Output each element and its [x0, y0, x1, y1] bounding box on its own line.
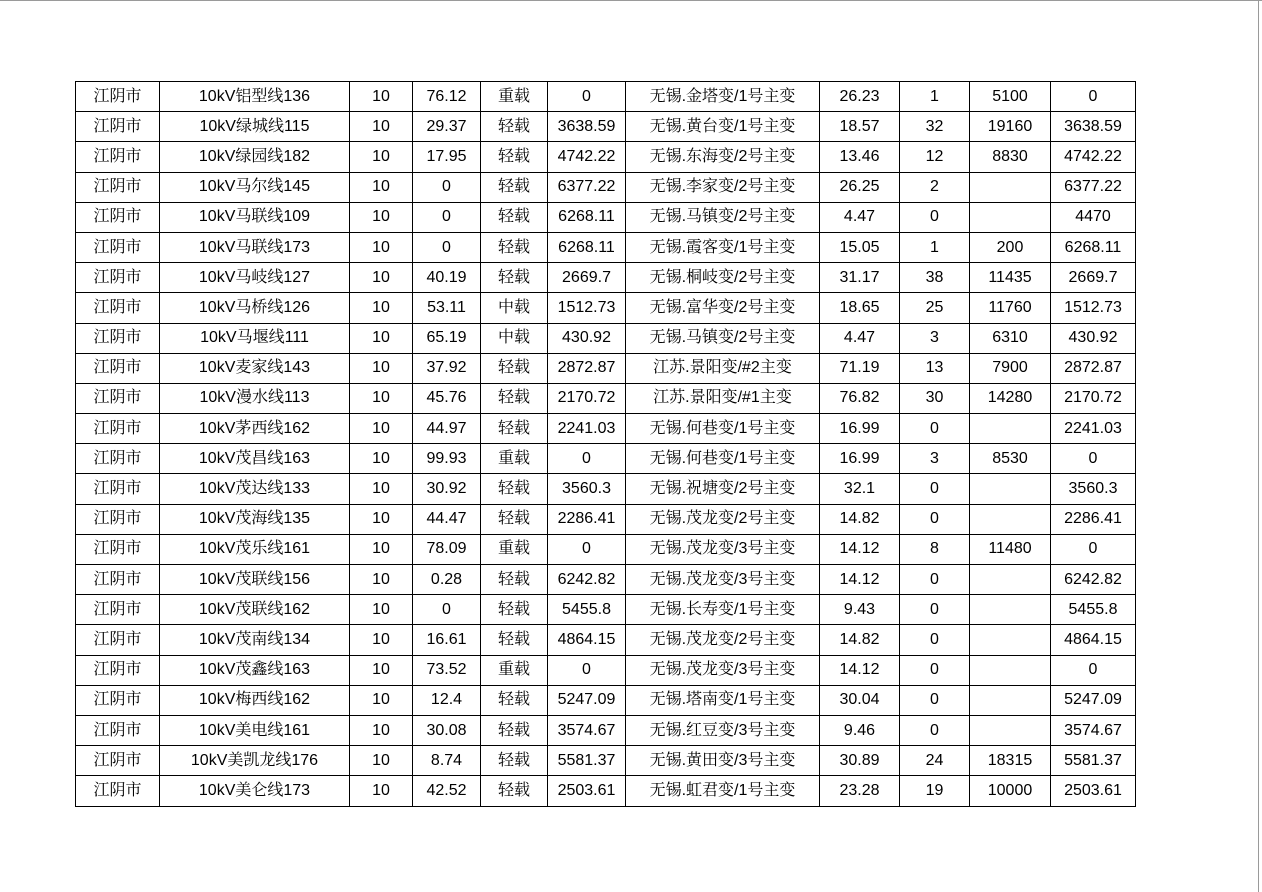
city-cell: 江阴市	[76, 202, 160, 232]
capacity-cell	[970, 565, 1051, 595]
available-capacity-cell: 6242.82	[1051, 565, 1136, 595]
load-rate-cell: 45.76	[413, 383, 481, 413]
main-transformer-cell: 无锡.何巷变/1号主变	[626, 444, 820, 474]
count-cell: 0	[900, 565, 970, 595]
voltage-level-cell: 10	[350, 595, 413, 625]
load-status-cell: 轻载	[481, 383, 548, 413]
load-rate-cell: 44.97	[413, 414, 481, 444]
capacity-cell: 11480	[970, 534, 1051, 564]
table-row	[76, 625, 1136, 655]
capacity-cell: 19160	[970, 112, 1051, 142]
main-transformer-cell: 无锡.黄台变/1号主变	[626, 112, 820, 142]
table-row	[76, 142, 1136, 172]
load-status-cell: 重载	[481, 444, 548, 474]
main-transformer-cell: 江苏.景阳变/#1主变	[626, 383, 820, 413]
feeder-load-table	[75, 81, 1136, 807]
feeder-name-cell: 10kV茂鑫线163	[160, 655, 350, 685]
feeder-name-cell: 10kV美凯龙线176	[160, 746, 350, 776]
load-status-cell: 轻载	[481, 414, 548, 444]
available-capacity-cell: 4470	[1051, 202, 1136, 232]
voltage-level-cell: 10	[350, 293, 413, 323]
feeder-name-cell: 10kV马联线173	[160, 232, 350, 262]
load-status-cell: 轻载	[481, 776, 548, 806]
transformer-load-rate-cell: 76.82	[820, 383, 900, 413]
voltage-level-cell: 10	[350, 534, 413, 564]
load-status-cell: 重载	[481, 82, 548, 112]
city-cell: 江阴市	[76, 565, 160, 595]
feeder-name-cell: 10kV绿城线115	[160, 112, 350, 142]
table-row	[76, 263, 1136, 293]
available-capacity-cell: 6377.22	[1051, 172, 1136, 202]
city-cell: 江阴市	[76, 142, 160, 172]
capacity-cell: 8830	[970, 142, 1051, 172]
spare-capacity-cell: 6268.11	[548, 202, 626, 232]
capacity-cell: 14280	[970, 383, 1051, 413]
city-cell: 江阴市	[76, 625, 160, 655]
load-status-cell: 轻载	[481, 504, 548, 534]
spare-capacity-cell: 6268.11	[548, 232, 626, 262]
main-transformer-cell: 无锡.何巷变/1号主变	[626, 414, 820, 444]
count-cell: 0	[900, 715, 970, 745]
transformer-load-rate-cell: 9.43	[820, 595, 900, 625]
main-transformer-cell: 无锡.桐岐变/2号主变	[626, 263, 820, 293]
load-status-cell: 轻载	[481, 565, 548, 595]
count-cell: 2	[900, 172, 970, 202]
table-row	[76, 293, 1136, 323]
load-status-cell: 中载	[481, 293, 548, 323]
capacity-cell	[970, 414, 1051, 444]
load-rate-cell: 65.19	[413, 323, 481, 353]
feeder-name-cell: 10kV茂联线156	[160, 565, 350, 595]
load-rate-cell: 76.12	[413, 82, 481, 112]
available-capacity-cell: 0	[1051, 655, 1136, 685]
capacity-cell: 7900	[970, 353, 1051, 383]
table-row	[76, 776, 1136, 806]
feeder-name-cell: 10kV梅西线162	[160, 685, 350, 715]
spare-capacity-cell: 4742.22	[548, 142, 626, 172]
load-status-cell: 轻载	[481, 746, 548, 776]
load-rate-cell: 0	[413, 202, 481, 232]
available-capacity-cell: 3638.59	[1051, 112, 1136, 142]
capacity-cell: 10000	[970, 776, 1051, 806]
transformer-load-rate-cell: 71.19	[820, 353, 900, 383]
available-capacity-cell: 4864.15	[1051, 625, 1136, 655]
main-transformer-cell: 无锡.茂龙变/3号主变	[626, 655, 820, 685]
city-cell: 江阴市	[76, 474, 160, 504]
city-cell: 江阴市	[76, 172, 160, 202]
city-cell: 江阴市	[76, 293, 160, 323]
spare-capacity-cell: 2286.41	[548, 504, 626, 534]
count-cell: 0	[900, 504, 970, 534]
count-cell: 1	[900, 82, 970, 112]
capacity-cell: 5100	[970, 82, 1051, 112]
voltage-level-cell: 10	[350, 655, 413, 685]
voltage-level-cell: 10	[350, 232, 413, 262]
city-cell: 江阴市	[76, 746, 160, 776]
load-rate-cell: 8.74	[413, 746, 481, 776]
load-status-cell: 轻载	[481, 263, 548, 293]
spare-capacity-cell: 5455.8	[548, 595, 626, 625]
main-transformer-cell: 无锡.霞客变/1号主变	[626, 232, 820, 262]
main-transformer-cell: 无锡.黄田变/3号主变	[626, 746, 820, 776]
spare-capacity-cell: 6377.22	[548, 172, 626, 202]
table-row	[76, 504, 1136, 534]
count-cell: 0	[900, 595, 970, 625]
transformer-load-rate-cell: 18.65	[820, 293, 900, 323]
spare-capacity-cell: 0	[548, 655, 626, 685]
main-transformer-cell: 无锡.茂龙变/2号主变	[626, 625, 820, 655]
load-rate-cell: 0	[413, 172, 481, 202]
table-row	[76, 383, 1136, 413]
load-rate-cell: 44.47	[413, 504, 481, 534]
available-capacity-cell: 2286.41	[1051, 504, 1136, 534]
load-rate-cell: 73.52	[413, 655, 481, 685]
voltage-level-cell: 10	[350, 172, 413, 202]
spare-capacity-cell: 5247.09	[548, 685, 626, 715]
table-row	[76, 565, 1136, 595]
load-rate-cell: 30.92	[413, 474, 481, 504]
load-status-cell: 轻载	[481, 685, 548, 715]
main-transformer-cell: 无锡.马镇变/2号主变	[626, 202, 820, 232]
feeder-name-cell: 10kV马尔线145	[160, 172, 350, 202]
spare-capacity-cell: 1512.73	[548, 293, 626, 323]
count-cell: 0	[900, 625, 970, 655]
available-capacity-cell: 0	[1051, 534, 1136, 564]
count-cell: 13	[900, 353, 970, 383]
capacity-cell	[970, 685, 1051, 715]
main-transformer-cell: 无锡.金塔变/1号主变	[626, 82, 820, 112]
feeder-name-cell: 10kV茂乐线161	[160, 534, 350, 564]
main-transformer-cell: 无锡.红豆变/3号主变	[626, 715, 820, 745]
voltage-level-cell: 10	[350, 263, 413, 293]
table-row	[76, 112, 1136, 142]
voltage-level-cell: 10	[350, 112, 413, 142]
feeder-name-cell: 10kV绿园线182	[160, 142, 350, 172]
transformer-load-rate-cell: 15.05	[820, 232, 900, 262]
main-transformer-cell: 无锡.茂龙变/2号主变	[626, 504, 820, 534]
load-status-cell: 轻载	[481, 625, 548, 655]
feeder-name-cell: 10kV麦家线143	[160, 353, 350, 383]
voltage-level-cell: 10	[350, 444, 413, 474]
load-rate-cell: 99.93	[413, 444, 481, 474]
count-cell: 0	[900, 414, 970, 444]
load-status-cell: 轻载	[481, 715, 548, 745]
capacity-cell	[970, 655, 1051, 685]
capacity-cell: 11435	[970, 263, 1051, 293]
table-row	[76, 353, 1136, 383]
city-cell: 江阴市	[76, 595, 160, 625]
capacity-cell	[970, 474, 1051, 504]
voltage-level-cell: 10	[350, 685, 413, 715]
voltage-level-cell: 10	[350, 142, 413, 172]
transformer-load-rate-cell: 14.12	[820, 534, 900, 564]
voltage-level-cell: 10	[350, 414, 413, 444]
capacity-cell	[970, 715, 1051, 745]
available-capacity-cell: 0	[1051, 82, 1136, 112]
available-capacity-cell: 5455.8	[1051, 595, 1136, 625]
load-status-cell: 轻载	[481, 474, 548, 504]
load-rate-cell: 0	[413, 232, 481, 262]
load-rate-cell: 29.37	[413, 112, 481, 142]
transformer-load-rate-cell: 4.47	[820, 202, 900, 232]
spare-capacity-cell: 0	[548, 444, 626, 474]
load-rate-cell: 78.09	[413, 534, 481, 564]
count-cell: 38	[900, 263, 970, 293]
capacity-cell: 200	[970, 232, 1051, 262]
main-transformer-cell: 无锡.虹君变/1号主变	[626, 776, 820, 806]
city-cell: 江阴市	[76, 112, 160, 142]
table-row	[76, 655, 1136, 685]
available-capacity-cell: 0	[1051, 444, 1136, 474]
load-rate-cell: 0	[413, 595, 481, 625]
spare-capacity-cell: 4864.15	[548, 625, 626, 655]
capacity-cell	[970, 595, 1051, 625]
voltage-level-cell: 10	[350, 323, 413, 353]
count-cell: 25	[900, 293, 970, 323]
load-status-cell: 重载	[481, 655, 548, 685]
count-cell: 0	[900, 202, 970, 232]
transformer-load-rate-cell: 14.82	[820, 504, 900, 534]
feeder-name-cell: 10kV铝型线136	[160, 82, 350, 112]
main-transformer-cell: 无锡.马镇变/2号主变	[626, 323, 820, 353]
capacity-cell	[970, 504, 1051, 534]
spare-capacity-cell: 2170.72	[548, 383, 626, 413]
page-edge-top	[0, 0, 1262, 1]
count-cell: 30	[900, 383, 970, 413]
city-cell: 江阴市	[76, 504, 160, 534]
voltage-level-cell: 10	[350, 504, 413, 534]
load-rate-cell: 30.08	[413, 715, 481, 745]
available-capacity-cell: 2872.87	[1051, 353, 1136, 383]
feeder-name-cell: 10kV美电线161	[160, 715, 350, 745]
main-transformer-cell: 无锡.茂龙变/3号主变	[626, 565, 820, 595]
capacity-cell	[970, 172, 1051, 202]
voltage-level-cell: 10	[350, 474, 413, 504]
spare-capacity-cell: 3574.67	[548, 715, 626, 745]
feeder-name-cell: 10kV美仑线173	[160, 776, 350, 806]
feeder-name-cell: 10kV马岐线127	[160, 263, 350, 293]
table-row	[76, 474, 1136, 504]
count-cell: 32	[900, 112, 970, 142]
city-cell: 江阴市	[76, 715, 160, 745]
spare-capacity-cell: 3638.59	[548, 112, 626, 142]
feeder-name-cell: 10kV茂南线134	[160, 625, 350, 655]
table-row	[76, 444, 1136, 474]
transformer-load-rate-cell: 30.89	[820, 746, 900, 776]
voltage-level-cell: 10	[350, 776, 413, 806]
capacity-cell: 6310	[970, 323, 1051, 353]
count-cell: 0	[900, 474, 970, 504]
main-transformer-cell: 无锡.李家变/2号主变	[626, 172, 820, 202]
transformer-load-rate-cell: 30.04	[820, 685, 900, 715]
available-capacity-cell: 5581.37	[1051, 746, 1136, 776]
transformer-load-rate-cell: 16.99	[820, 414, 900, 444]
spare-capacity-cell: 2872.87	[548, 353, 626, 383]
load-rate-cell: 42.52	[413, 776, 481, 806]
transformer-load-rate-cell: 14.12	[820, 655, 900, 685]
available-capacity-cell: 6268.11	[1051, 232, 1136, 262]
voltage-level-cell: 10	[350, 625, 413, 655]
capacity-cell	[970, 625, 1051, 655]
available-capacity-cell: 1512.73	[1051, 293, 1136, 323]
count-cell: 3	[900, 444, 970, 474]
voltage-level-cell: 10	[350, 383, 413, 413]
table-row	[76, 232, 1136, 262]
transformer-load-rate-cell: 14.12	[820, 565, 900, 595]
main-transformer-cell: 无锡.祝塘变/2号主变	[626, 474, 820, 504]
table-row	[76, 172, 1136, 202]
load-status-cell: 轻载	[481, 142, 548, 172]
transformer-load-rate-cell: 16.99	[820, 444, 900, 474]
load-rate-cell: 12.4	[413, 685, 481, 715]
transformer-load-rate-cell: 26.23	[820, 82, 900, 112]
count-cell: 3	[900, 323, 970, 353]
voltage-level-cell: 10	[350, 565, 413, 595]
city-cell: 江阴市	[76, 263, 160, 293]
load-status-cell: 轻载	[481, 232, 548, 262]
available-capacity-cell: 430.92	[1051, 323, 1136, 353]
table-row	[76, 746, 1136, 776]
feeder-name-cell: 10kV马联线109	[160, 202, 350, 232]
count-cell: 1	[900, 232, 970, 262]
available-capacity-cell: 4742.22	[1051, 142, 1136, 172]
load-rate-cell: 40.19	[413, 263, 481, 293]
city-cell: 江阴市	[76, 414, 160, 444]
city-cell: 江阴市	[76, 444, 160, 474]
capacity-cell: 18315	[970, 746, 1051, 776]
voltage-level-cell: 10	[350, 353, 413, 383]
voltage-level-cell: 10	[350, 202, 413, 232]
spare-capacity-cell: 5581.37	[548, 746, 626, 776]
transformer-load-rate-cell: 14.82	[820, 625, 900, 655]
feeder-name-cell: 10kV茂海线135	[160, 504, 350, 534]
spare-capacity-cell: 430.92	[548, 323, 626, 353]
feeder-name-cell: 10kV茅西线162	[160, 414, 350, 444]
table-row	[76, 534, 1136, 564]
table-row	[76, 82, 1136, 112]
spare-capacity-cell: 0	[548, 534, 626, 564]
available-capacity-cell: 3560.3	[1051, 474, 1136, 504]
voltage-level-cell: 10	[350, 715, 413, 745]
available-capacity-cell: 2503.61	[1051, 776, 1136, 806]
load-status-cell: 轻载	[481, 172, 548, 202]
load-status-cell: 中载	[481, 323, 548, 353]
main-transformer-cell: 无锡.茂龙变/3号主变	[626, 534, 820, 564]
transformer-load-rate-cell: 26.25	[820, 172, 900, 202]
spare-capacity-cell: 3560.3	[548, 474, 626, 504]
spare-capacity-cell: 2503.61	[548, 776, 626, 806]
main-transformer-cell: 无锡.东海变/2号主变	[626, 142, 820, 172]
count-cell: 19	[900, 776, 970, 806]
available-capacity-cell: 3574.67	[1051, 715, 1136, 745]
feeder-name-cell: 10kV马堰线111	[160, 323, 350, 353]
table-body	[76, 82, 1136, 807]
transformer-load-rate-cell: 23.28	[820, 776, 900, 806]
transformer-load-rate-cell: 18.57	[820, 112, 900, 142]
count-cell: 24	[900, 746, 970, 776]
table-row	[76, 202, 1136, 232]
load-rate-cell: 16.61	[413, 625, 481, 655]
available-capacity-cell: 2669.7	[1051, 263, 1136, 293]
load-status-cell: 轻载	[481, 595, 548, 625]
count-cell: 0	[900, 685, 970, 715]
city-cell: 江阴市	[76, 383, 160, 413]
city-cell: 江阴市	[76, 776, 160, 806]
main-transformer-cell: 无锡.塔南变/1号主变	[626, 685, 820, 715]
table-row	[76, 595, 1136, 625]
available-capacity-cell: 5247.09	[1051, 685, 1136, 715]
table-row	[76, 414, 1136, 444]
feeder-name-cell: 10kV漫水线113	[160, 383, 350, 413]
spare-capacity-cell: 2241.03	[548, 414, 626, 444]
load-rate-cell: 17.95	[413, 142, 481, 172]
capacity-cell	[970, 202, 1051, 232]
main-transformer-cell: 无锡.富华变/2号主变	[626, 293, 820, 323]
spare-capacity-cell: 6242.82	[548, 565, 626, 595]
feeder-name-cell: 10kV马桥线126	[160, 293, 350, 323]
page-edge-right	[1258, 0, 1259, 892]
transformer-load-rate-cell: 31.17	[820, 263, 900, 293]
feeder-name-cell: 10kV茂联线162	[160, 595, 350, 625]
available-capacity-cell: 2241.03	[1051, 414, 1136, 444]
city-cell: 江阴市	[76, 323, 160, 353]
count-cell: 0	[900, 655, 970, 685]
load-rate-cell: 37.92	[413, 353, 481, 383]
city-cell: 江阴市	[76, 82, 160, 112]
transformer-load-rate-cell: 9.46	[820, 715, 900, 745]
city-cell: 江阴市	[76, 534, 160, 564]
spare-capacity-cell: 2669.7	[548, 263, 626, 293]
city-cell: 江阴市	[76, 655, 160, 685]
load-rate-cell: 53.11	[413, 293, 481, 323]
load-status-cell: 重载	[481, 534, 548, 564]
spare-capacity-cell: 0	[548, 82, 626, 112]
table-row	[76, 323, 1136, 353]
city-cell: 江阴市	[76, 232, 160, 262]
city-cell: 江阴市	[76, 685, 160, 715]
capacity-cell: 8530	[970, 444, 1051, 474]
feeder-name-cell: 10kV茂达线133	[160, 474, 350, 504]
count-cell: 12	[900, 142, 970, 172]
load-status-cell: 轻载	[481, 202, 548, 232]
transformer-load-rate-cell: 32.1	[820, 474, 900, 504]
table-row	[76, 715, 1136, 745]
main-transformer-cell: 无锡.长寿变/1号主变	[626, 595, 820, 625]
voltage-level-cell: 10	[350, 746, 413, 776]
transformer-load-rate-cell: 4.47	[820, 323, 900, 353]
voltage-level-cell: 10	[350, 82, 413, 112]
count-cell: 8	[900, 534, 970, 564]
capacity-cell: 11760	[970, 293, 1051, 323]
load-rate-cell: 0.28	[413, 565, 481, 595]
transformer-load-rate-cell: 13.46	[820, 142, 900, 172]
table-row	[76, 685, 1136, 715]
feeder-name-cell: 10kV茂昌线163	[160, 444, 350, 474]
main-transformer-cell: 江苏.景阳变/#2主变	[626, 353, 820, 383]
load-status-cell: 轻载	[481, 353, 548, 383]
available-capacity-cell: 2170.72	[1051, 383, 1136, 413]
city-cell: 江阴市	[76, 353, 160, 383]
load-status-cell: 轻载	[481, 112, 548, 142]
